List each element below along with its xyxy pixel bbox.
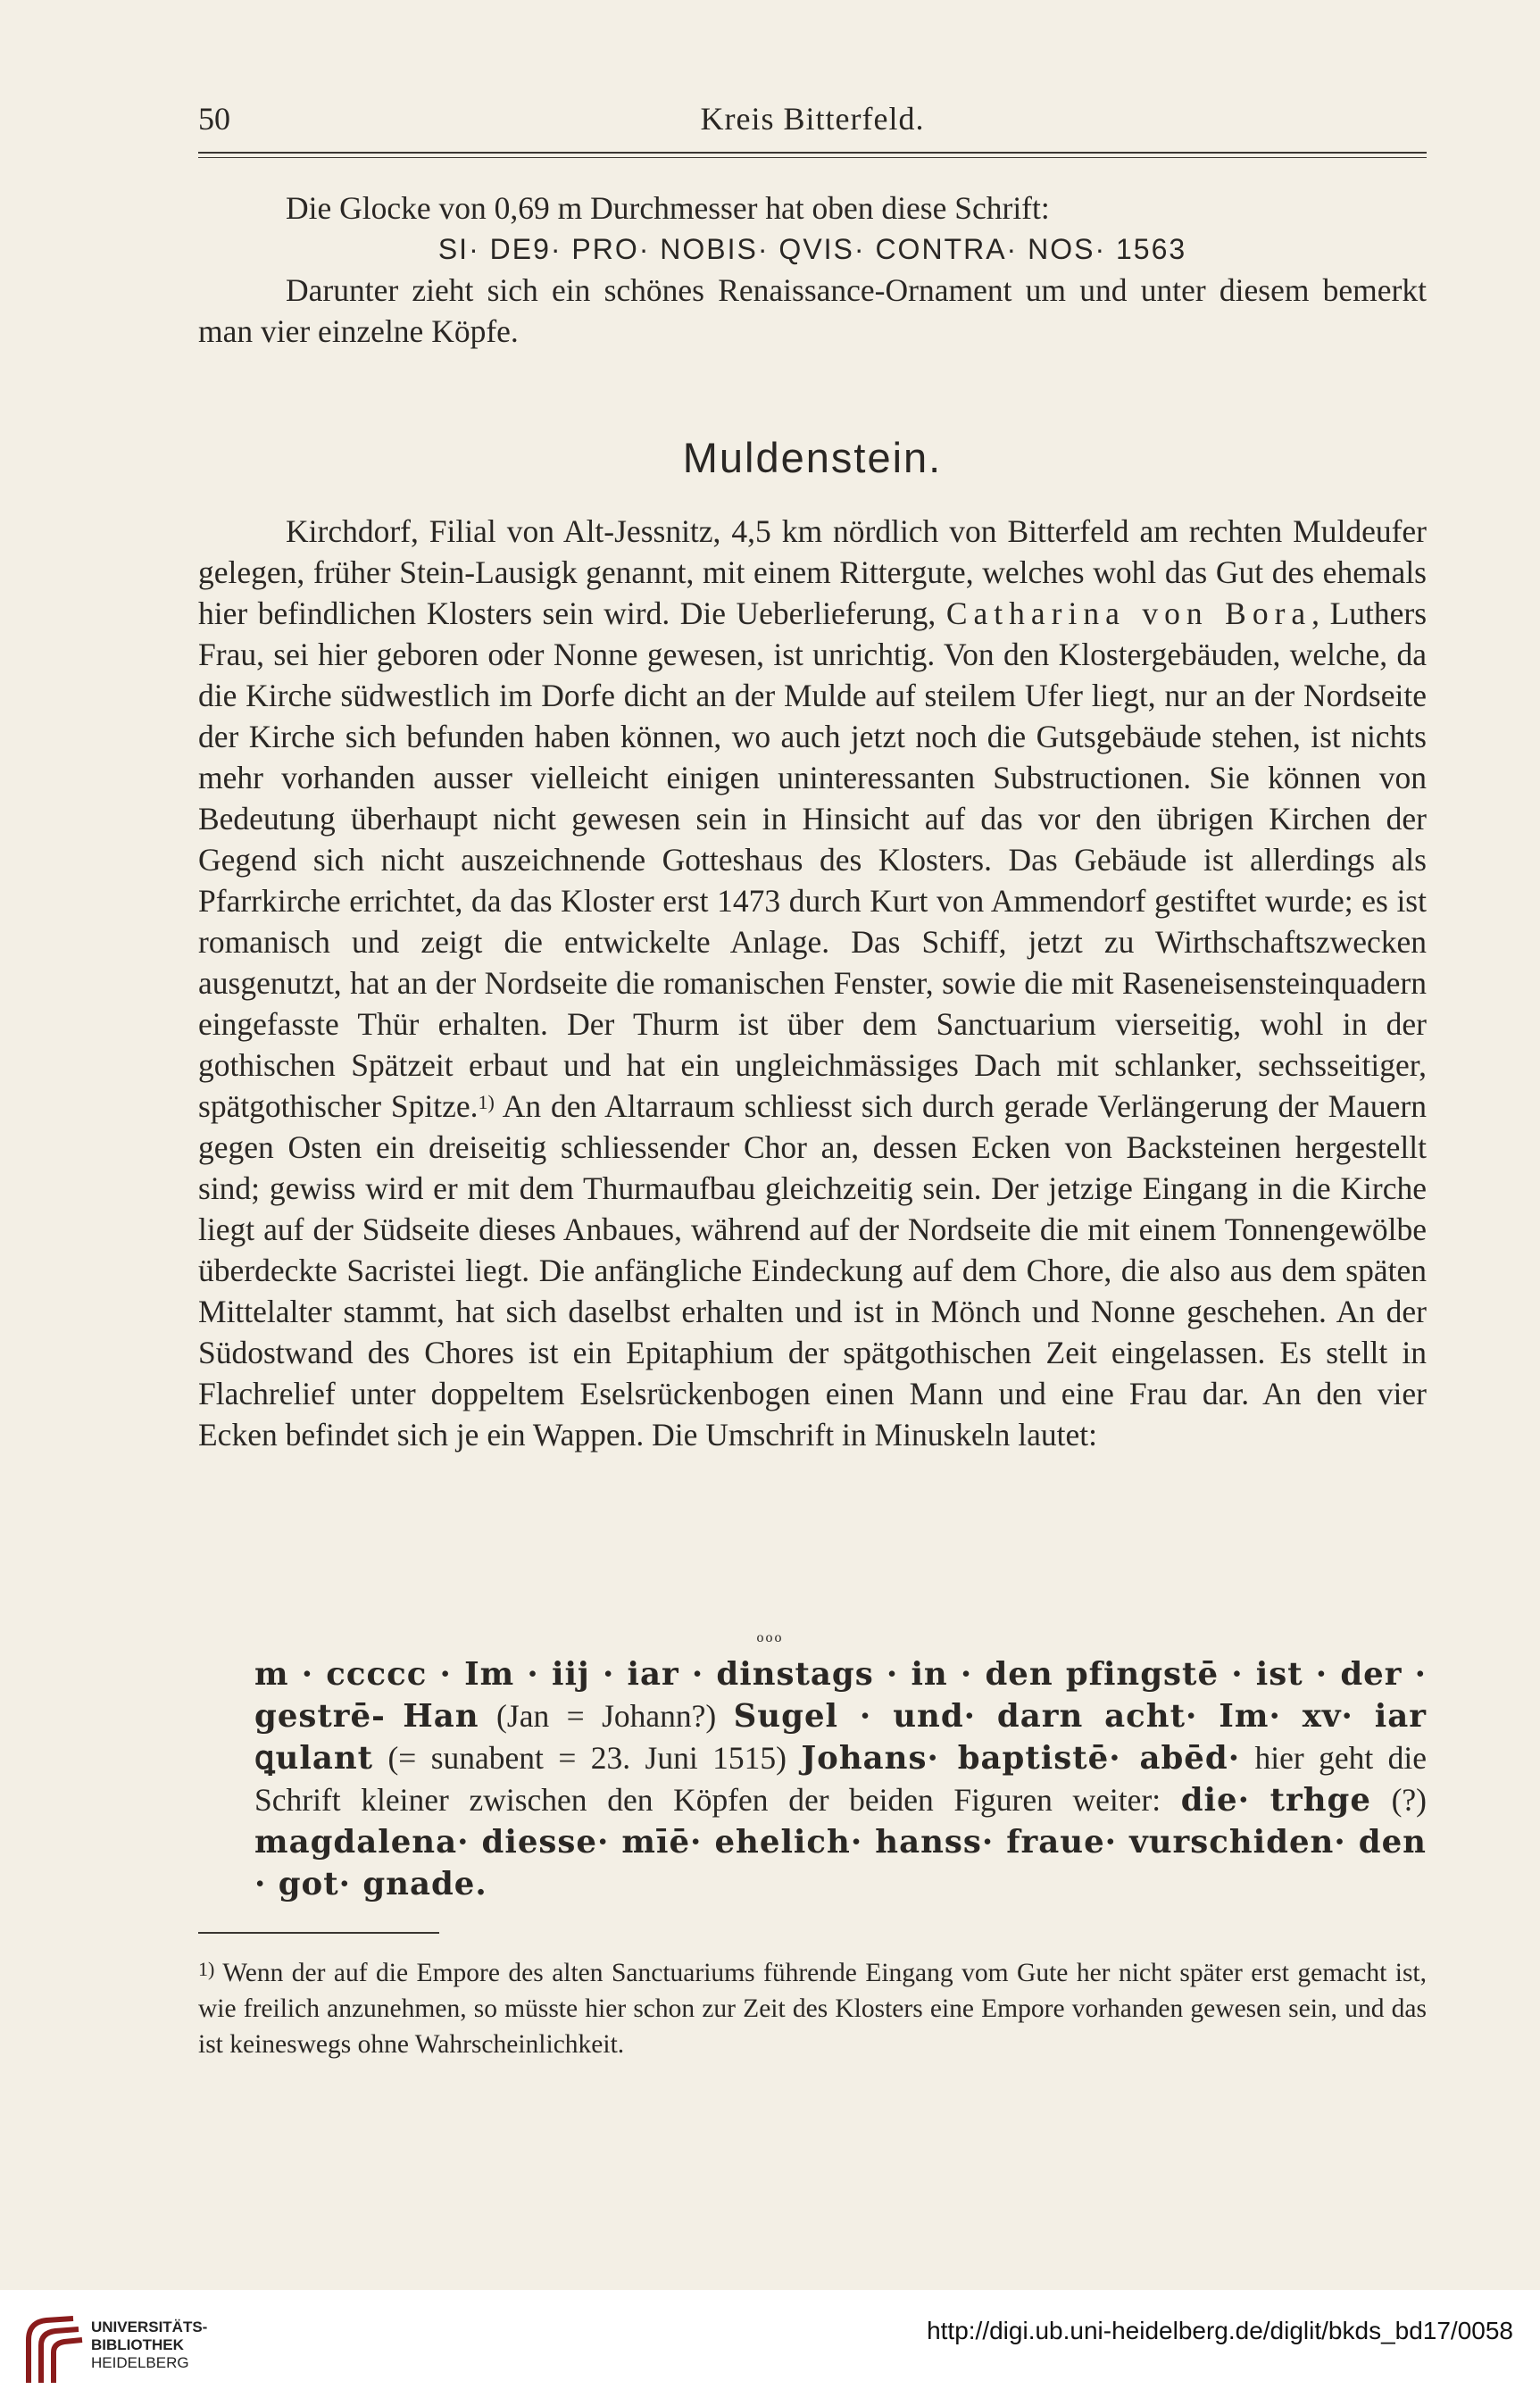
gothic-text-5: die· [1180, 1782, 1250, 1819]
paragraph-start: Kirchdorf, Filial von Alt-Jessnitz, 4,5 km nördlich von Bitterfeld am rechten Muldeufer gelegen, früher Stein-Lausigk genannt, mit einem Rittergute, welches wohl das Gut des ehemals hier befindlichen Klosters sein wird. Die Ueberlieferung, [198, 513, 1427, 631]
epitaph-inscription [254, 1653, 1427, 1905]
main-text [198, 511, 1427, 1455]
logo-line-1: UNIVERSITÄTS- [91, 2319, 208, 2335]
intro-line: Die Glocke von 0,69 m Durchmesser hat oben diese Schrift: [286, 190, 1050, 226]
paragraph-end: An den Altarraum schliesst sich durch gerade Verlängerung der Mauern gegen Osten ein dreiseitig schliessender Chor an, dessen Ecken von Backsteinen hergestellt sind; gewiss wird er mit dem Thurmaufbau gleichzeitig sein. Der jetzige Eingang in die Kirche liegt auf der Südseite dieses Anbaues, während auf der Nordseite die mit einem Tonnengewölbe überdeckte Sacristei liegt. Die anfängliche Eindeckung auf dem Chore, die also aus dem späten Mittelalter stammt, hat sich daselbst erhalten und ist in Mönch und Nonne geschehen. An der Südostwand des Chores ist ein Epitaphium der spätgothischen Zeit eingelassen. Es stellt in Flachrelief unter doppeltem Eselsrückenbogen einen Mann und eine Frau dar. An den vier Ecken befindet sich je ein Wappen. Die Umschrift in Minuskeln lautet: [198, 1088, 1428, 1453]
footnote-mark: 1) [198, 1958, 215, 1980]
running-title: Kreis Bitterfeld. [700, 101, 925, 137]
source-url-link[interactable]: http://digi.ub.uni-heidelberg.de/diglit/bkds_bd17/0058 [927, 2317, 1513, 2344]
gothic-text-2: Han [403, 1698, 479, 1735]
footnote-text: Wenn der auf die Empore des alten Sanctuariums führende Eingang vom Gute her nicht später erst gemacht ist, wie freilich anzunehmen, so müsste hier schon zur Zeit des Klosters eine Empore vorhanden gewesen sein, und das ist keineswegs ohne Wahrscheinlichkeit. [198, 1959, 1427, 2059]
inscription-gloss-1: (Jan = Johann?) [479, 1698, 734, 1734]
gothic-text-4: Johans· baptistē· abēd· [801, 1740, 1241, 1777]
footnote [198, 1955, 1427, 2062]
main-paragraph [198, 511, 1427, 1455]
inscription-gloss-2: (= sunabent = 23. Juni 1515) [387, 1740, 802, 1776]
section-heading: Muldenstein. [682, 434, 943, 481]
footnote-reference: 1) [478, 1091, 495, 1113]
intro-block [198, 187, 1427, 352]
library-logo-icon [21, 2313, 86, 2388]
person-name: Catharina von Bora [945, 595, 1312, 631]
header-rule [198, 152, 1427, 154]
logo-line-3: HEIDELBERG [91, 2354, 189, 2371]
gothic-text-6: trhge [1269, 1782, 1371, 1819]
library-logo-text [91, 2319, 207, 2372]
paragraph-middle: , Luthers Frau, sei hier geboren oder Nonne gewesen, ist unrichtig. Von den Klostergebäuden, welche, da die Kirche südwestlich im Dorfe dicht an der Mulde auf steilem Ufer liegt, nur an der Nordseite der Kirche sich befunden haben können, wo auch jetzt noch die Gutsgebäude stehen, ist nichts mehr vorhanden ausser vielleicht einigen uninteressanten Substructionen. Sie können von Bedeutung überhaupt nicht gewesen sein in Hinsicht auf das vor den übrigen Kirchen der Gegend sich nicht auszeichnende Gotteshaus des Klosters. Das Gebäude ist allerdings als Pfarrkirche errichtet, da das Kloster erst 1473 durch Kurt von Ammendorf gestiftet wurde; es ist romanisch und zeigt die entwickelte Anlage. Das Schiff, jetzt zu Wirthschaftszwecken ausgenutzt, hat an der Nordseite die romanischen Fenster, sowie die mit Raseneisensteinquadern eingefasste Thür erhalten. Der Thurm ist über dem Sanctuarium vierseitig, wohl in der gothischen Spätzeit erbaut und hat ein ungleichmässiges Dach mit schlanker, sechsseitiger, spätgothischer Spitze. [198, 595, 1428, 1124]
library-footer [0, 2290, 1540, 2406]
page-header [198, 100, 1427, 145]
bell-inscription: SI· DE9· PRO· NOBIS· QVIS· CONTRA· NOS· 1563 [437, 233, 1187, 265]
logo-line-2: BIBLIOTHEK [91, 2336, 184, 2353]
gothic-text-3: Sugel · und· darn acht· Im· xv· iar ꝗulant [254, 1698, 1427, 1777]
inscription-gloss-4: (?) [1370, 1782, 1427, 1818]
header-rule-thin [198, 157, 1427, 158]
page-number: 50 [198, 101, 230, 137]
gothic-text-7: magdalena· diesse· mīē· ehelich· hanss· fraue· vurschiden· den · got· gnade. [254, 1824, 1427, 1902]
inscription-gloss-3: hier geht die Schrift kleiner zwischen den Köpfen der beiden Figuren weiter: [254, 1740, 1427, 1818]
ornament-marks: ooo [756, 1630, 784, 1645]
inscription-text [254, 1653, 1427, 1905]
intro-paragraph: Darunter zieht sich ein schönes Renaissance-Ornament um und unter diesem bemerkt man vier einzelne Köpfe. [198, 272, 1427, 349]
gothic-text-1: m · ccccc · Im · iij · iar · dinstags · in · den pfingstē · ist · der · gestrē- [254, 1656, 1427, 1735]
footnote-rule [198, 1932, 439, 1934]
